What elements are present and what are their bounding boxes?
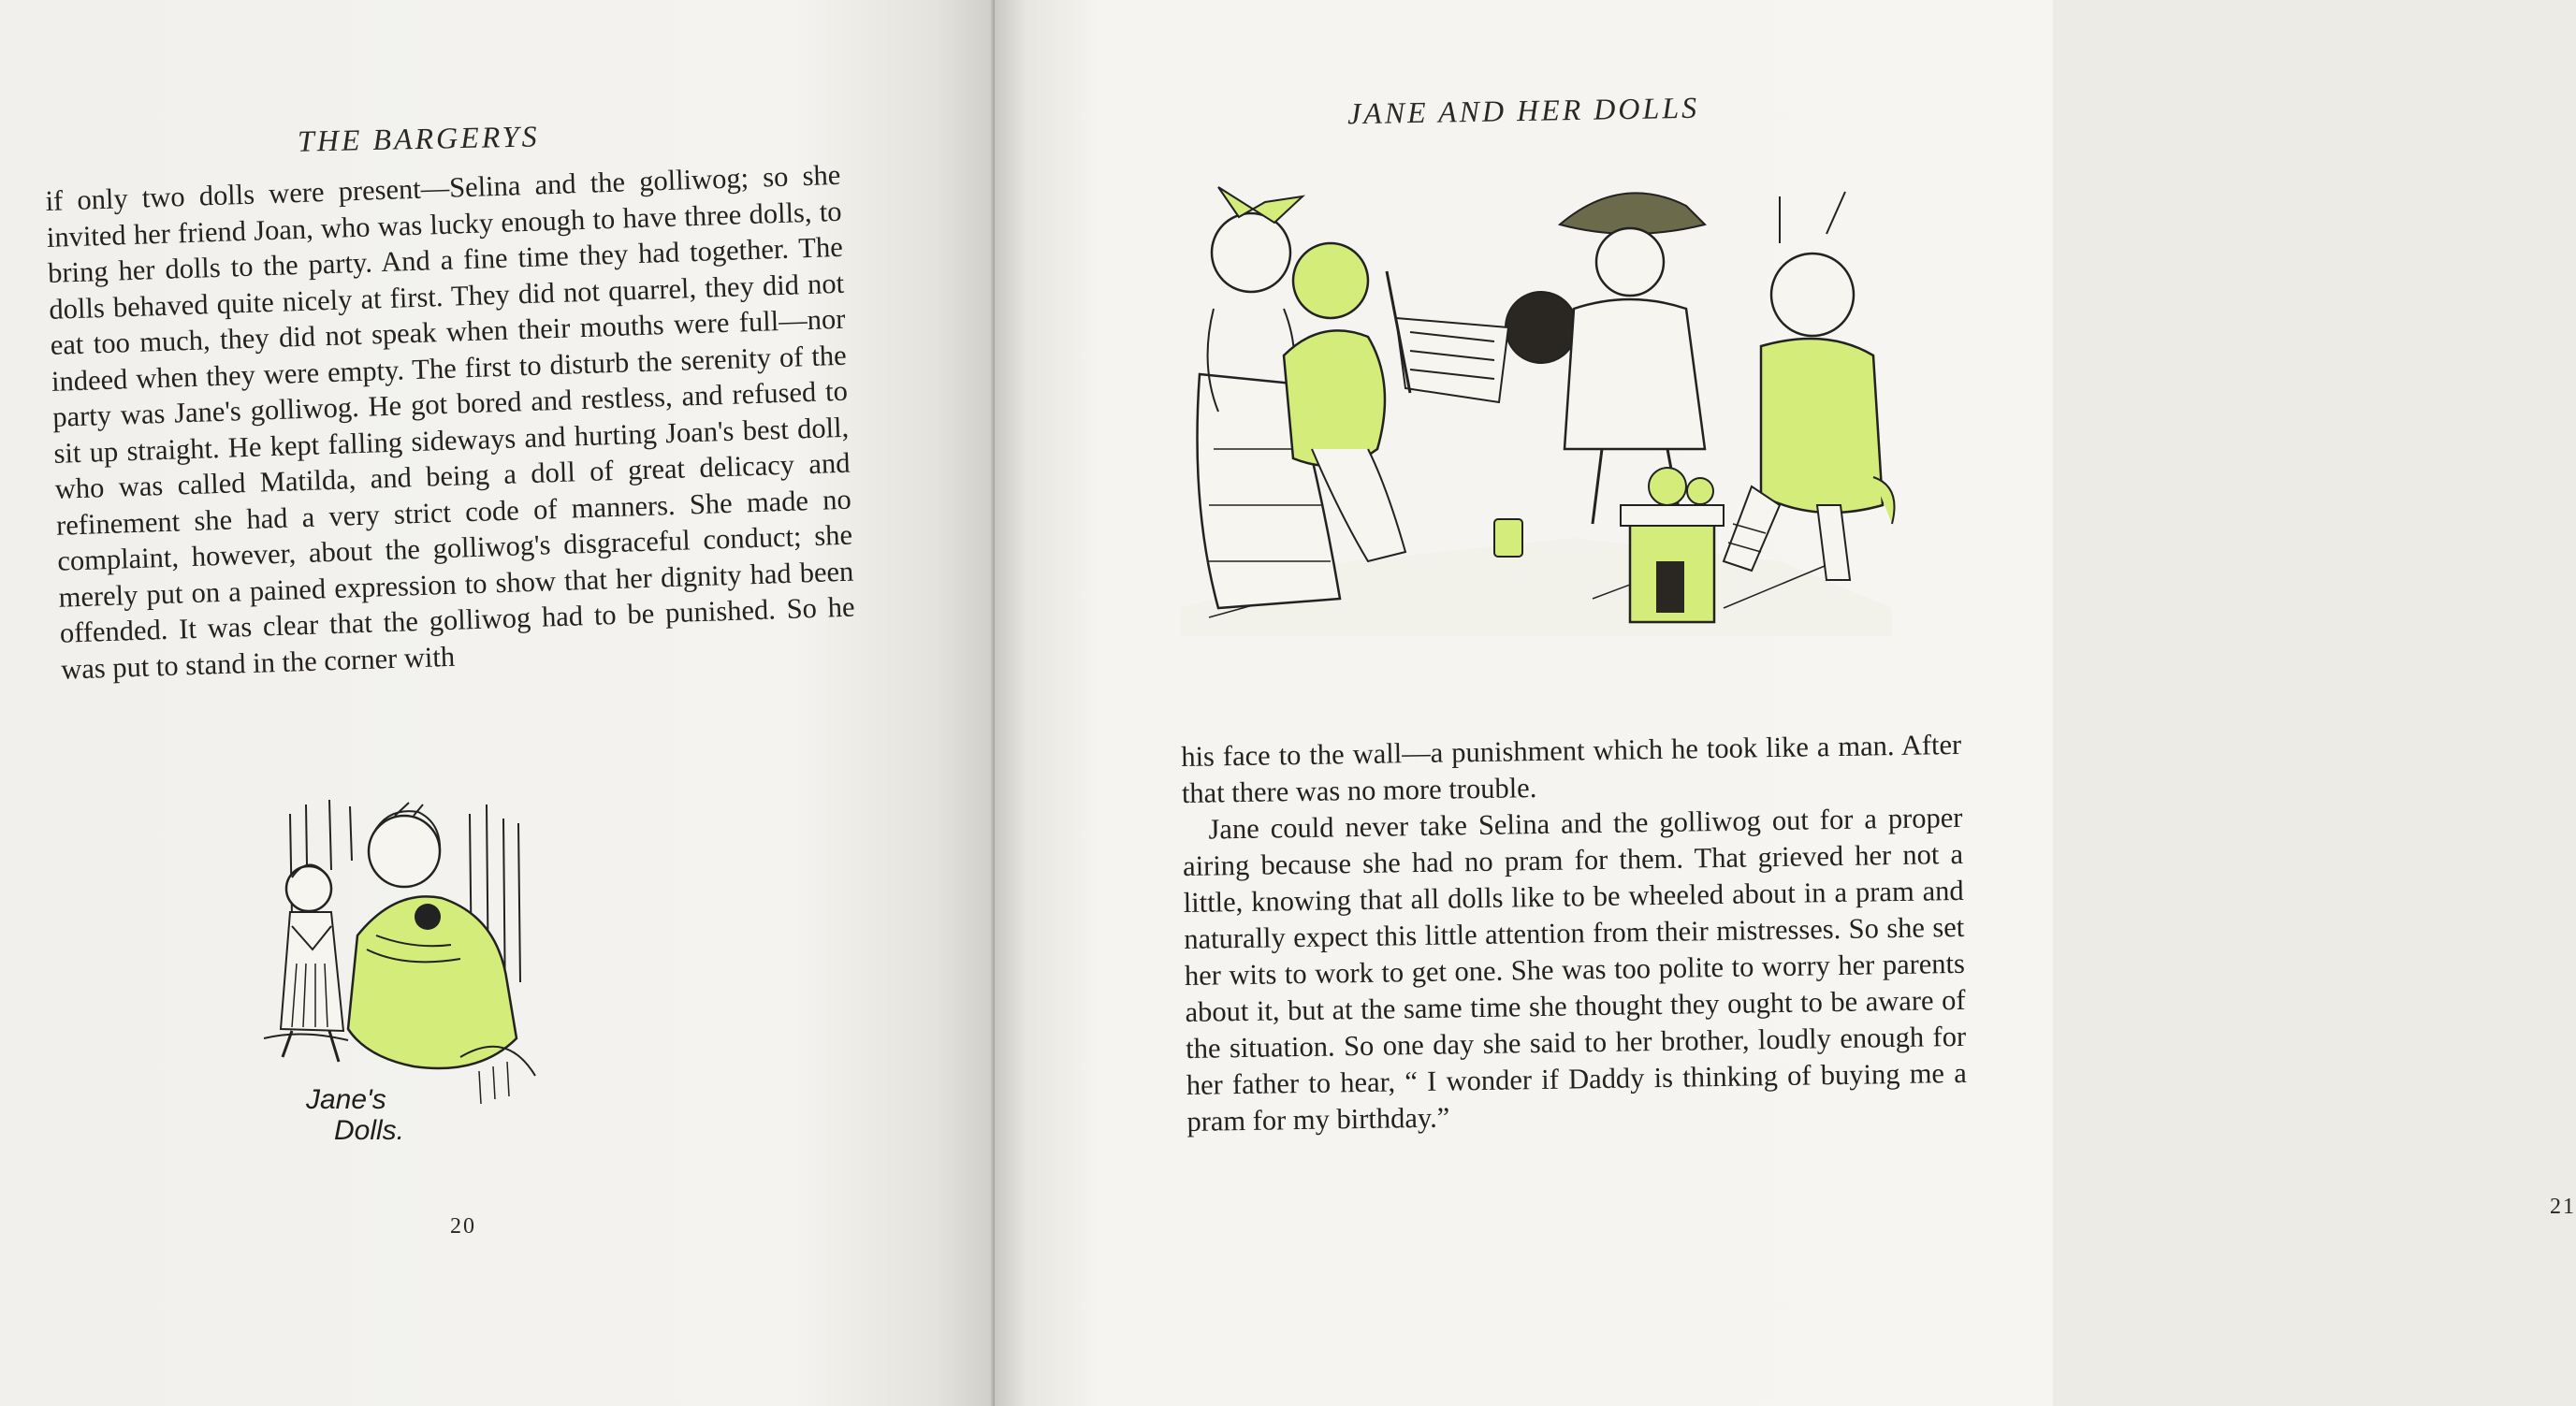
dolls-party-drawing [1181, 168, 1892, 655]
page-number-right: 21 [2550, 1195, 2576, 1219]
left-page-text [45, 157, 856, 688]
right-page-text [1181, 727, 1968, 1140]
janes-dolls-drawing [264, 795, 638, 1151]
running-head-right: JANE AND HER DOLLS [1346, 90, 1700, 131]
running-head-left: THE BARGERYS [297, 119, 540, 158]
page-number-left: 20 [450, 1214, 476, 1239]
right-paragraph-1: his face to the wall—a punishment which he took like a man. After that there was no more trouble. [1181, 728, 1962, 809]
left-paragraph-1: if only two dolls were present—Selina and the golliwog; so she invited her friend Joan, who was lucky enough to have three dolls, to bring her dolls to the party. And a fine time they had together. The dolls behaved quite nicely at first. They did not quarrel, they did not eat too much, they did not speak when their mouths were full—nor indeed when they were empty. The first to disturb the serenity of the party was Jane's golliwog. He got bored and restless, and refused to sit up straight. He kept falling sideways and hurting Joan's best doll, who was called Matilda, and being a doll of great delicacy and refinement she had a very strict code of manners. She made no complaint, however, about the golliwog's disgraceful conduct; she merely put on a pained expression to show that her dignity had been offended. It was clear that the golliwog had to be punished. So he was put to stand in the corner with [45, 158, 856, 686]
dolls-party-illustration [1181, 168, 1892, 655]
right-paragraph-2: Jane could never take Selina and the golliwog out for a proper airing because she had no pram for them. That grieved her not a little, knowing that all dolls like to be wheeled about in a pram and naturally expect this little attention from their mistresses. So she set her wits to work to get one. She was too polite to worry her parents about it, but at the same time she thought they ought to be aware of the situation. So one day she said to her brother, loudly enough for her father to hear, “ I wonder if Daddy is thinking of buying me a pram for my birthday.” [1182, 801, 1967, 1138]
illustration-caption-line2: Dolls. [334, 1115, 405, 1146]
illustration-caption-line1: Jane's [306, 1084, 386, 1115]
left-page [0, 0, 995, 1406]
janes-dolls-illustration [264, 795, 638, 1151]
